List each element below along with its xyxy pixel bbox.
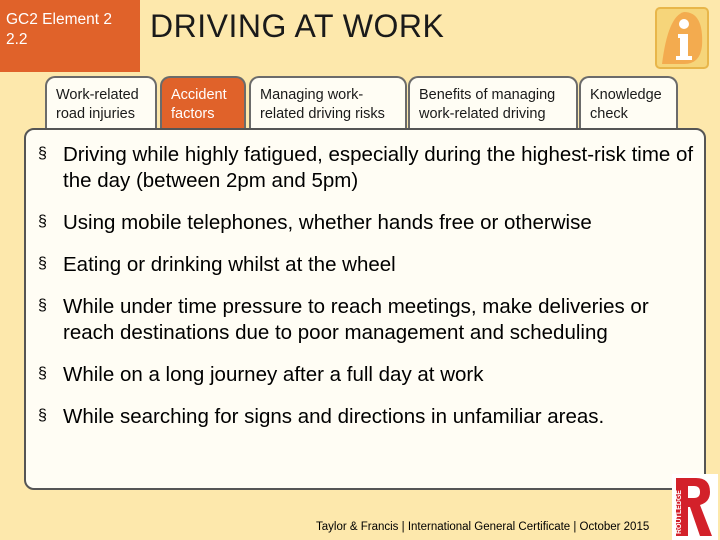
page-title: DRIVING AT WORK <box>150 8 445 44</box>
bullet-icon: § <box>38 213 47 230</box>
bullet-icon: § <box>38 145 47 162</box>
tab-label-line1: Managing work- <box>260 87 364 103</box>
tab-accident-factors[interactable] <box>160 76 246 130</box>
bullet-text: While under time pressure to reach meetings, make deliveries or reach destinations due to poor management and scheduling <box>63 295 649 344</box>
course-element-badge <box>0 0 140 72</box>
bullet-icon: § <box>38 365 47 382</box>
tab-label-line1: Accident <box>171 87 227 103</box>
bullet-icon: § <box>38 297 47 314</box>
bullet-text: Driving while highly fatigued, especially during the highest-risk time of the day (between 2pm and 5pm) <box>63 143 694 192</box>
tab-label-line2: factors <box>171 106 215 122</box>
course-section: 2.2 <box>6 31 28 48</box>
bullet-text: While on a long journey after a full day at work <box>63 363 484 386</box>
bullet-icon: § <box>38 255 47 272</box>
bullet-list <box>38 142 698 430</box>
info-logo-icon <box>654 6 710 70</box>
footer-text: Taylor & Francis | International General Certificate | October 2015 <box>316 521 650 533</box>
tab-managing-work-related-driving-risks[interactable] <box>249 76 407 130</box>
bullet-text: Eating or drinking whilst at the wheel <box>63 253 396 276</box>
tab-label-line1: Work-related <box>56 87 139 103</box>
list-item <box>38 294 698 346</box>
tab-benefits-of-managing-work-related-driving[interactable] <box>408 76 578 130</box>
course-code: GC2 Element 2 <box>6 11 112 28</box>
content-panel <box>24 128 706 490</box>
list-item <box>38 210 698 236</box>
topic-tabs <box>0 76 720 132</box>
tab-label-line2: road injuries <box>56 106 135 122</box>
list-item <box>38 252 698 278</box>
tab-work-related-road-injuries[interactable] <box>45 76 157 130</box>
brand-text: ROUTLEDGE <box>676 490 683 534</box>
bullet-text: Using mobile telephones, whether hands free or otherwise <box>63 211 592 234</box>
tab-label-line2: work-related driving <box>419 106 546 122</box>
list-item <box>38 362 698 388</box>
tab-label-line1: Knowledge <box>590 87 662 103</box>
bullet-icon: § <box>38 407 47 424</box>
list-item <box>38 142 698 194</box>
tab-label-line2: related driving risks <box>260 106 385 122</box>
tab-knowledge-check[interactable] <box>579 76 678 130</box>
bullet-text: While searching for signs and directions in unfamiliar areas. <box>63 405 605 428</box>
routledge-logo-icon <box>672 474 718 540</box>
list-item <box>38 404 698 430</box>
tab-label-line1: Benefits of managing <box>419 87 556 103</box>
tab-label-line2: check <box>590 106 628 122</box>
